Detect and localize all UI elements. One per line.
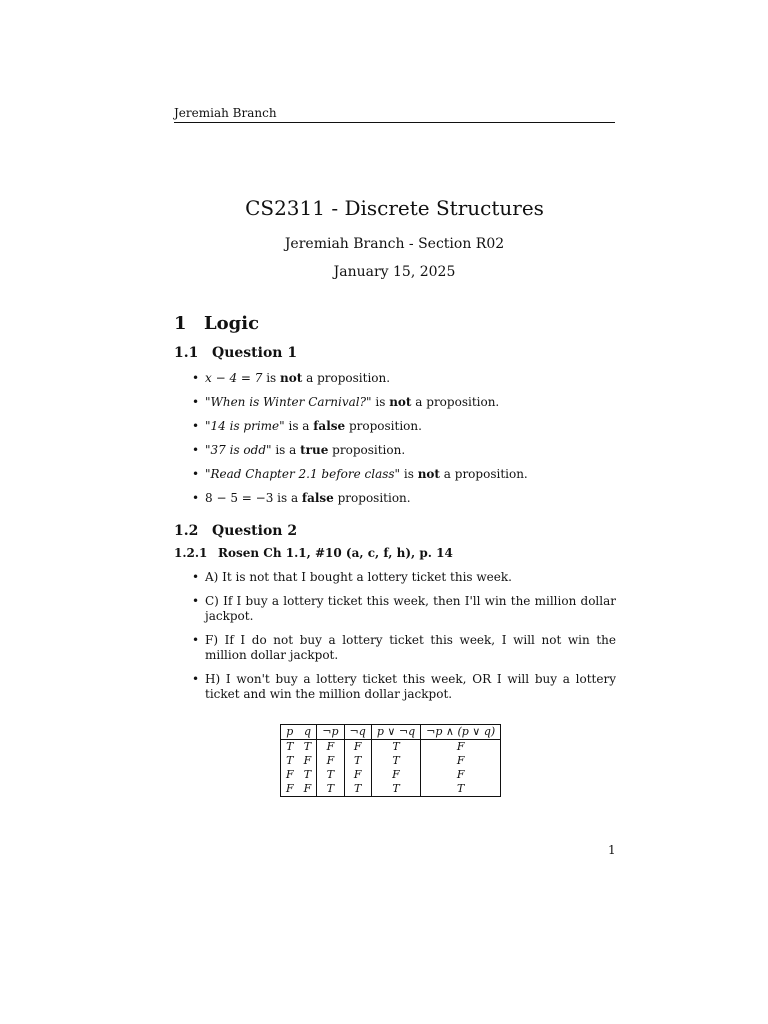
subsubsection-heading-rosen xyxy=(174,546,453,560)
list-item: • x − 4 = 7 is not a proposition. xyxy=(192,371,616,386)
subsubsection-title: Rosen Ch 1.1, #10 (a, c, f, h), p. 14 xyxy=(218,546,453,560)
table-cell: F xyxy=(286,782,294,795)
table-cell: F xyxy=(344,740,371,755)
subsection-heading-question-2 xyxy=(174,523,297,539)
section-heading-logic xyxy=(174,313,259,334)
page-number: 1 xyxy=(608,843,616,857)
header-rule xyxy=(174,122,615,123)
table-cell: F xyxy=(303,754,312,767)
subsubsection-number: 1.2.1 xyxy=(174,546,208,560)
table-cell: T xyxy=(303,768,312,781)
table-row xyxy=(281,768,501,782)
list-item: • 8 − 5 = −3 is a false proposition. xyxy=(192,491,616,506)
table-cell: T xyxy=(371,754,420,768)
subsection-title: Question 1 xyxy=(212,345,298,361)
subsection-title: Question 2 xyxy=(212,523,298,539)
table-cell: F xyxy=(317,740,344,755)
section-title: Logic xyxy=(204,313,260,334)
question-2-list xyxy=(192,570,616,711)
truth-table xyxy=(280,724,501,797)
table-cell: T xyxy=(303,740,312,753)
table-row xyxy=(281,740,501,755)
section-number: 1 xyxy=(174,313,187,334)
table-row xyxy=(281,754,501,768)
subsection-number: 1.2 xyxy=(174,523,199,539)
table-cell: T xyxy=(371,782,420,797)
table-cell: T xyxy=(286,740,294,753)
subsection-heading-question-1 xyxy=(174,345,297,361)
table-cell: F xyxy=(421,740,501,755)
column-header: p xyxy=(281,725,299,740)
table-cell: F xyxy=(317,754,344,768)
document-author: Jeremiah Branch - Section R02 xyxy=(284,236,505,252)
column-header: ¬p ∧ (p ∨ q) xyxy=(421,725,501,740)
table-cell: F xyxy=(286,768,294,781)
list-item: • A) It is not that I bought a lottery ticket this week. xyxy=(192,570,616,585)
table-cell: F xyxy=(421,754,501,768)
table-row xyxy=(281,782,501,797)
list-item: • "Read Chapter 2.1 before class" is not a proposition. xyxy=(192,467,616,482)
list-item: • C) If I buy a lottery ticket this week, then I'll win the million dollar jackpot. xyxy=(192,594,616,624)
list-item: • "14 is prime" is a false proposition. xyxy=(192,419,616,434)
truth-table-header-row xyxy=(281,725,501,740)
table-cell: T xyxy=(317,768,344,782)
column-header: ¬q xyxy=(344,725,371,740)
column-header: ¬p xyxy=(317,725,344,740)
document-title: CS2311 - Discrete Structures xyxy=(245,196,544,220)
table-cell: T xyxy=(421,782,501,797)
table-cell: F xyxy=(371,768,420,782)
list-item: • F) If I do not buy a lottery ticket this week, I will not win the million dollar jackpot. xyxy=(192,633,616,663)
table-cell: T xyxy=(344,782,371,797)
table-cell: F xyxy=(303,782,312,795)
column-header: q xyxy=(299,725,317,740)
list-item: • H) I won't buy a lottery ticket this week, OR I will buy a lottery ticket and win the million dollar jackpot. xyxy=(192,672,616,702)
table-cell: T xyxy=(344,754,371,768)
table-cell: F xyxy=(421,768,501,782)
running-head: Jeremiah Branch xyxy=(174,106,277,120)
question-1-list xyxy=(192,371,616,515)
list-item: • "When is Winter Carnival?" is not a proposition. xyxy=(192,395,616,410)
table-cell: T xyxy=(371,740,420,755)
table-cell: T xyxy=(317,782,344,797)
table-cell: F xyxy=(344,768,371,782)
list-item: • "37 is odd" is a true proposition. xyxy=(192,443,616,458)
subsection-number: 1.1 xyxy=(174,345,199,361)
column-header: p ∨ ¬q xyxy=(371,725,420,740)
table-cell: T xyxy=(286,754,294,767)
document-date: January 15, 2025 xyxy=(333,264,456,280)
